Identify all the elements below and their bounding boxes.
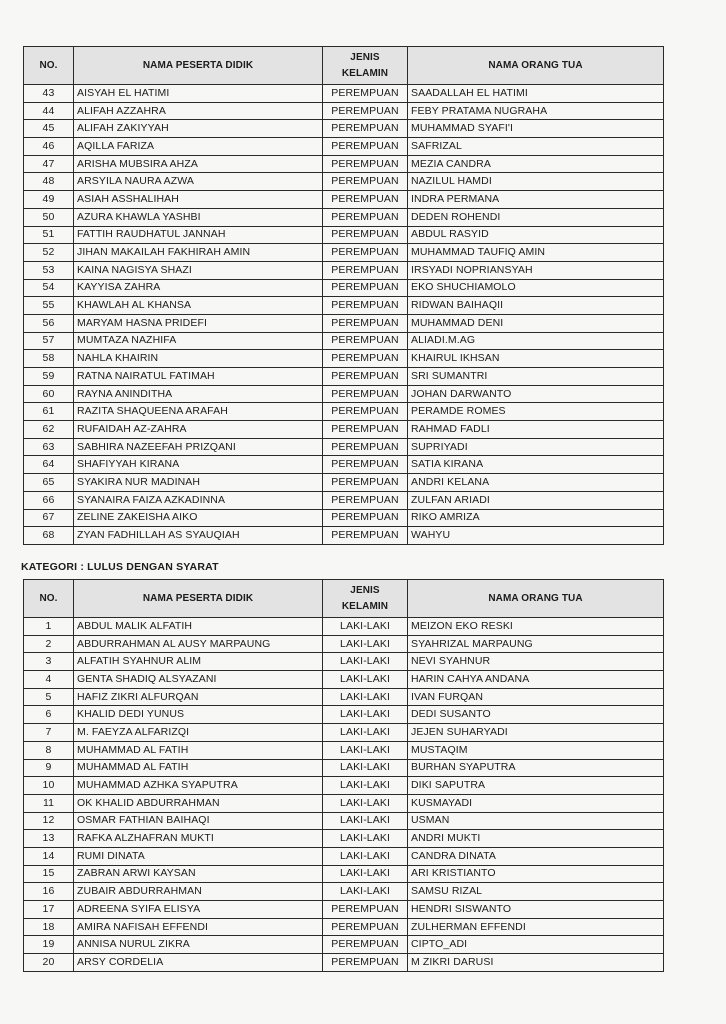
cell-parent-name: SYAHRIZAL MARPAUNG [408, 635, 664, 653]
cell-gender: PEREMPUAN [323, 491, 408, 509]
cell-student-name: AMIRA NAFISAH EFFENDI [74, 918, 323, 936]
table-row [24, 226, 664, 244]
cell-gender: PEREMPUAN [323, 901, 408, 919]
table-row [24, 901, 664, 919]
table-row [24, 332, 664, 350]
table-row [24, 688, 664, 706]
table-row [24, 421, 664, 439]
cell-parent-name: ANDRI MUKTI [408, 830, 664, 848]
cell-gender: PEREMPUAN [323, 350, 408, 368]
cell-student-name: ABDURRAHMAN AL AUSY MARPAUNG [74, 635, 323, 653]
table-row [24, 830, 664, 848]
cell-parent-name: DEDEN ROHENDI [408, 208, 664, 226]
cell-student-name: ANNISA NURUL ZIKRA [74, 936, 323, 954]
cell-no: 14 [24, 847, 74, 865]
cell-no: 10 [24, 777, 74, 795]
cell-parent-name: SATIA KIRANA [408, 456, 664, 474]
cell-no: 43 [24, 85, 74, 103]
cell-no: 5 [24, 688, 74, 706]
table-row [24, 456, 664, 474]
cell-student-name: KHALID DEDI YUNUS [74, 706, 323, 724]
cell-no: 54 [24, 279, 74, 297]
cell-student-name: ALFATIH SYAHNUR ALIM [74, 653, 323, 671]
cell-no: 18 [24, 918, 74, 936]
cell-gender: PEREMPUAN [323, 527, 408, 545]
cell-parent-name: JOHAN DARWANTO [408, 385, 664, 403]
table-row [24, 794, 664, 812]
cell-parent-name: MUHAMMAD DENI [408, 314, 664, 332]
table-row [24, 759, 664, 777]
cell-parent-name: USMAN [408, 812, 664, 830]
header-student-name: NAMA PESERTA DIDIK [74, 580, 323, 618]
cell-no: 47 [24, 155, 74, 173]
cell-student-name: ZABRAN ARWI KAYSAN [74, 865, 323, 883]
header-student-name: NAMA PESERTA DIDIK [74, 47, 323, 85]
table-row [24, 954, 664, 972]
cell-gender: LAKI-LAKI [323, 635, 408, 653]
cell-gender: PEREMPUAN [323, 421, 408, 439]
cell-no: 45 [24, 120, 74, 138]
cell-gender: PEREMPUAN [323, 279, 408, 297]
cell-no: 49 [24, 191, 74, 209]
cell-gender: PEREMPUAN [323, 332, 408, 350]
cell-parent-name: ARI KRISTIANTO [408, 865, 664, 883]
cell-gender: LAKI-LAKI [323, 830, 408, 848]
table-row [24, 777, 664, 795]
cell-gender: PEREMPUAN [323, 474, 408, 492]
cell-no: 56 [24, 314, 74, 332]
cell-student-name: ALIFAH ZAKIYYAH [74, 120, 323, 138]
cell-student-name: MARYAM HASNA PRIDEFI [74, 314, 323, 332]
table-row [24, 671, 664, 689]
cell-parent-name: NEVI SYAHNUR [408, 653, 664, 671]
cell-gender: LAKI-LAKI [323, 688, 408, 706]
cell-parent-name: SAADALLAH EL HATIMI [408, 85, 664, 103]
cell-parent-name: INDRA PERMANA [408, 191, 664, 209]
table-row [24, 279, 664, 297]
table-row [24, 244, 664, 262]
cell-no: 16 [24, 883, 74, 901]
cell-gender: LAKI-LAKI [323, 847, 408, 865]
cell-gender: PEREMPUAN [323, 261, 408, 279]
cell-parent-name: RAHMAD FADLI [408, 421, 664, 439]
cell-no: 52 [24, 244, 74, 262]
cell-parent-name: WAHYU [408, 527, 664, 545]
cell-parent-name: CANDRA DINATA [408, 847, 664, 865]
table-row [24, 883, 664, 901]
cell-no: 15 [24, 865, 74, 883]
cell-parent-name: SUPRIYADI [408, 438, 664, 456]
cell-student-name: MUHAMMAD AZHKA SYAPUTRA [74, 777, 323, 795]
table-row [24, 208, 664, 226]
header-gender: JENIS KELAMIN [323, 580, 408, 618]
cell-parent-name: DEDI SUSANTO [408, 706, 664, 724]
cell-gender: LAKI-LAKI [323, 777, 408, 795]
cell-gender: LAKI-LAKI [323, 671, 408, 689]
cell-gender: LAKI-LAKI [323, 759, 408, 777]
table-row [24, 403, 664, 421]
table-row [24, 173, 664, 191]
cell-parent-name: DIKI SAPUTRA [408, 777, 664, 795]
table-row [24, 438, 664, 456]
header-gender: JENIS KELAMIN [323, 47, 408, 85]
cell-student-name: ZUBAIR ABDURRAHMAN [74, 883, 323, 901]
cell-parent-name: NAZILUL HAMDI [408, 173, 664, 191]
cell-parent-name: MEZIA CANDRA [408, 155, 664, 173]
cell-no: 57 [24, 332, 74, 350]
cell-no: 6 [24, 706, 74, 724]
cell-gender: PEREMPUAN [323, 297, 408, 315]
cell-no: 7 [24, 724, 74, 742]
cell-gender: PEREMPUAN [323, 155, 408, 173]
cell-no: 2 [24, 635, 74, 653]
cell-student-name: SHAFIYYAH KIRANA [74, 456, 323, 474]
cell-parent-name: ALIADI.M.AG [408, 332, 664, 350]
table-row [24, 385, 664, 403]
cell-no: 13 [24, 830, 74, 848]
table-row [24, 368, 664, 386]
cell-parent-name: CIPTO_ADI [408, 936, 664, 954]
table-row [24, 618, 664, 636]
cell-student-name: AQILLA FARIZA [74, 138, 323, 156]
table-row [24, 120, 664, 138]
cell-parent-name: FEBY PRATAMA NUGRAHA [408, 102, 664, 120]
cell-parent-name: RIKO AMRIZA [408, 509, 664, 527]
cell-student-name: FATTIH RAUDHATUL JANNAH [74, 226, 323, 244]
cell-gender: PEREMPUAN [323, 191, 408, 209]
cell-gender: PEREMPUAN [323, 244, 408, 262]
cell-gender: LAKI-LAKI [323, 618, 408, 636]
cell-parent-name: SRI SUMANTRI [408, 368, 664, 386]
cell-no: 12 [24, 812, 74, 830]
cell-student-name: ZYAN FADHILLAH AS SYAUQIAH [74, 527, 323, 545]
cell-parent-name: ANDRI KELANA [408, 474, 664, 492]
cell-gender: PEREMPUAN [323, 385, 408, 403]
cell-student-name: ARSYILA NAURA AZWA [74, 173, 323, 191]
table-row [24, 261, 664, 279]
cell-student-name: JIHAN MAKAILAH FAKHIRAH AMIN [74, 244, 323, 262]
cell-parent-name: KUSMAYADI [408, 794, 664, 812]
table-row [24, 741, 664, 759]
cell-no: 50 [24, 208, 74, 226]
cell-no: 66 [24, 491, 74, 509]
cell-student-name: GENTA SHADIQ ALSYAZANI [74, 671, 323, 689]
cell-parent-name: SAMSU RIZAL [408, 883, 664, 901]
cell-no: 48 [24, 173, 74, 191]
category-heading: KATEGORI : LULUS DENGAN SYARAT [21, 561, 219, 573]
cell-no: 20 [24, 954, 74, 972]
cell-parent-name: MUHAMMAD SYAFI'I [408, 120, 664, 138]
cell-student-name: AISYAH EL HATIMI [74, 85, 323, 103]
cell-gender: LAKI-LAKI [323, 653, 408, 671]
cell-gender: PEREMPUAN [323, 456, 408, 474]
cell-student-name: AZURA KHAWLA YASHBI [74, 208, 323, 226]
cell-no: 65 [24, 474, 74, 492]
cell-student-name: ASIAH ASSHALIHAH [74, 191, 323, 209]
cell-parent-name: JEJEN SUHARYADI [408, 724, 664, 742]
table-row [24, 155, 664, 173]
cell-gender: PEREMPUAN [323, 102, 408, 120]
table-row [24, 85, 664, 103]
cell-student-name: RATNA NAIRATUL FATIMAH [74, 368, 323, 386]
cell-student-name: SYANAIRA FAIZA AZKADINNA [74, 491, 323, 509]
header-parent-name: NAMA ORANG TUA [408, 580, 664, 618]
table-row [24, 297, 664, 315]
cell-no: 11 [24, 794, 74, 812]
table-row [24, 474, 664, 492]
cell-no: 64 [24, 456, 74, 474]
header-parent-name: NAMA ORANG TUA [408, 47, 664, 85]
cell-gender: PEREMPUAN [323, 138, 408, 156]
cell-parent-name: BURHAN SYAPUTRA [408, 759, 664, 777]
table-row [24, 847, 664, 865]
cell-student-name: HAFIZ ZIKRI ALFURQAN [74, 688, 323, 706]
cell-no: 17 [24, 901, 74, 919]
cell-no: 44 [24, 102, 74, 120]
cell-gender: LAKI-LAKI [323, 865, 408, 883]
table-row [24, 918, 664, 936]
cell-no: 60 [24, 385, 74, 403]
cell-student-name: MUHAMMAD AL FATIH [74, 759, 323, 777]
cell-student-name: RUMI DINATA [74, 847, 323, 865]
cell-parent-name: ZULHERMAN EFFENDI [408, 918, 664, 936]
table-row [24, 936, 664, 954]
cell-student-name: RAYNA ANINDITHA [74, 385, 323, 403]
cell-parent-name: M ZIKRI DARUSI [408, 954, 664, 972]
table-row [24, 724, 664, 742]
table-row [24, 138, 664, 156]
cell-parent-name: ABDUL RASYID [408, 226, 664, 244]
cell-no: 19 [24, 936, 74, 954]
table-row [24, 653, 664, 671]
table-row [24, 865, 664, 883]
cell-student-name: RAZITA SHAQUEENA ARAFAH [74, 403, 323, 421]
cell-parent-name: MEIZON EKO RESKI [408, 618, 664, 636]
cell-student-name: ARISHA MUBSIRA AHZA [74, 155, 323, 173]
cell-gender: PEREMPUAN [323, 438, 408, 456]
table-header-row [24, 580, 664, 618]
cell-parent-name: KHAIRUL IKHSAN [408, 350, 664, 368]
table-row [24, 812, 664, 830]
cell-student-name: ADREENA SYIFA ELISYA [74, 901, 323, 919]
cell-no: 51 [24, 226, 74, 244]
cell-student-name: SYAKIRA NUR MADINAH [74, 474, 323, 492]
cell-gender: LAKI-LAKI [323, 724, 408, 742]
cell-student-name: NAHLA KHAIRIN [74, 350, 323, 368]
table-row [24, 102, 664, 120]
cell-no: 1 [24, 618, 74, 636]
cell-parent-name: RIDWAN BAIHAQII [408, 297, 664, 315]
cell-parent-name: IRSYADI NOPRIANSYAH [408, 261, 664, 279]
cell-parent-name: MUHAMMAD TAUFIQ AMIN [408, 244, 664, 262]
cell-gender: PEREMPUAN [323, 120, 408, 138]
cell-parent-name: IVAN FURQAN [408, 688, 664, 706]
cell-gender: LAKI-LAKI [323, 741, 408, 759]
cell-student-name: KHAWLAH AL KHANSA [74, 297, 323, 315]
cell-parent-name: SAFRIZAL [408, 138, 664, 156]
cell-gender: LAKI-LAKI [323, 883, 408, 901]
cell-parent-name: PERAMDE ROMES [408, 403, 664, 421]
cell-gender: PEREMPUAN [323, 954, 408, 972]
table-row [24, 350, 664, 368]
roster-table-1 [23, 46, 664, 545]
cell-no: 55 [24, 297, 74, 315]
cell-parent-name: ZULFAN ARIADI [408, 491, 664, 509]
cell-gender: PEREMPUAN [323, 85, 408, 103]
cell-parent-name: HENDRI SISWANTO [408, 901, 664, 919]
cell-no: 61 [24, 403, 74, 421]
cell-no: 46 [24, 138, 74, 156]
header-no: NO. [24, 580, 74, 618]
cell-parent-name: HARIN CAHYA ANDANA [408, 671, 664, 689]
table-row [24, 314, 664, 332]
table-row [24, 527, 664, 545]
cell-gender: PEREMPUAN [323, 314, 408, 332]
cell-gender: LAKI-LAKI [323, 794, 408, 812]
cell-student-name: SABHIRA NAZEEFAH PRIZQANI [74, 438, 323, 456]
cell-parent-name: MUSTAQIM [408, 741, 664, 759]
header-no: NO. [24, 47, 74, 85]
cell-student-name: OK KHALID ABDURRAHMAN [74, 794, 323, 812]
cell-gender: PEREMPUAN [323, 368, 408, 386]
cell-gender: PEREMPUAN [323, 403, 408, 421]
cell-student-name: KAYYISA ZAHRA [74, 279, 323, 297]
cell-student-name: KAINA NAGISYA SHAZI [74, 261, 323, 279]
cell-gender: LAKI-LAKI [323, 706, 408, 724]
cell-student-name: MUMTAZA NAZHIFA [74, 332, 323, 350]
cell-no: 8 [24, 741, 74, 759]
cell-gender: PEREMPUAN [323, 509, 408, 527]
table-body [24, 85, 664, 545]
cell-gender: PEREMPUAN [323, 208, 408, 226]
cell-no: 63 [24, 438, 74, 456]
cell-no: 58 [24, 350, 74, 368]
cell-gender: PEREMPUAN [323, 936, 408, 954]
roster-table-2 [23, 579, 664, 972]
table-row [24, 191, 664, 209]
cell-student-name: OSMAR FATHIAN BAIHAQI [74, 812, 323, 830]
cell-gender: LAKI-LAKI [323, 812, 408, 830]
cell-student-name: ALIFAH AZZAHRA [74, 102, 323, 120]
table-header-row [24, 47, 664, 85]
cell-student-name: MUHAMMAD AL FATIH [74, 741, 323, 759]
cell-no: 3 [24, 653, 74, 671]
cell-student-name: RAFKA ALZHAFRAN MUKTI [74, 830, 323, 848]
table-row [24, 491, 664, 509]
cell-no: 62 [24, 421, 74, 439]
cell-gender: PEREMPUAN [323, 226, 408, 244]
cell-student-name: M. FAEYZA ALFARIZQI [74, 724, 323, 742]
table-row [24, 635, 664, 653]
cell-student-name: ARSY CORDELIA [74, 954, 323, 972]
cell-no: 68 [24, 527, 74, 545]
cell-parent-name: EKO SHUCHIAMOLO [408, 279, 664, 297]
cell-no: 4 [24, 671, 74, 689]
cell-gender: PEREMPUAN [323, 173, 408, 191]
cell-no: 67 [24, 509, 74, 527]
cell-no: 59 [24, 368, 74, 386]
cell-no: 53 [24, 261, 74, 279]
cell-student-name: RUFAIDAH AZ-ZAHRA [74, 421, 323, 439]
cell-student-name: ABDUL MALIK ALFATIH [74, 618, 323, 636]
table-row [24, 509, 664, 527]
cell-no: 9 [24, 759, 74, 777]
table-body [24, 618, 664, 972]
table-row [24, 706, 664, 724]
cell-student-name: ZELINE ZAKEISHA AIKO [74, 509, 323, 527]
cell-gender: PEREMPUAN [323, 918, 408, 936]
